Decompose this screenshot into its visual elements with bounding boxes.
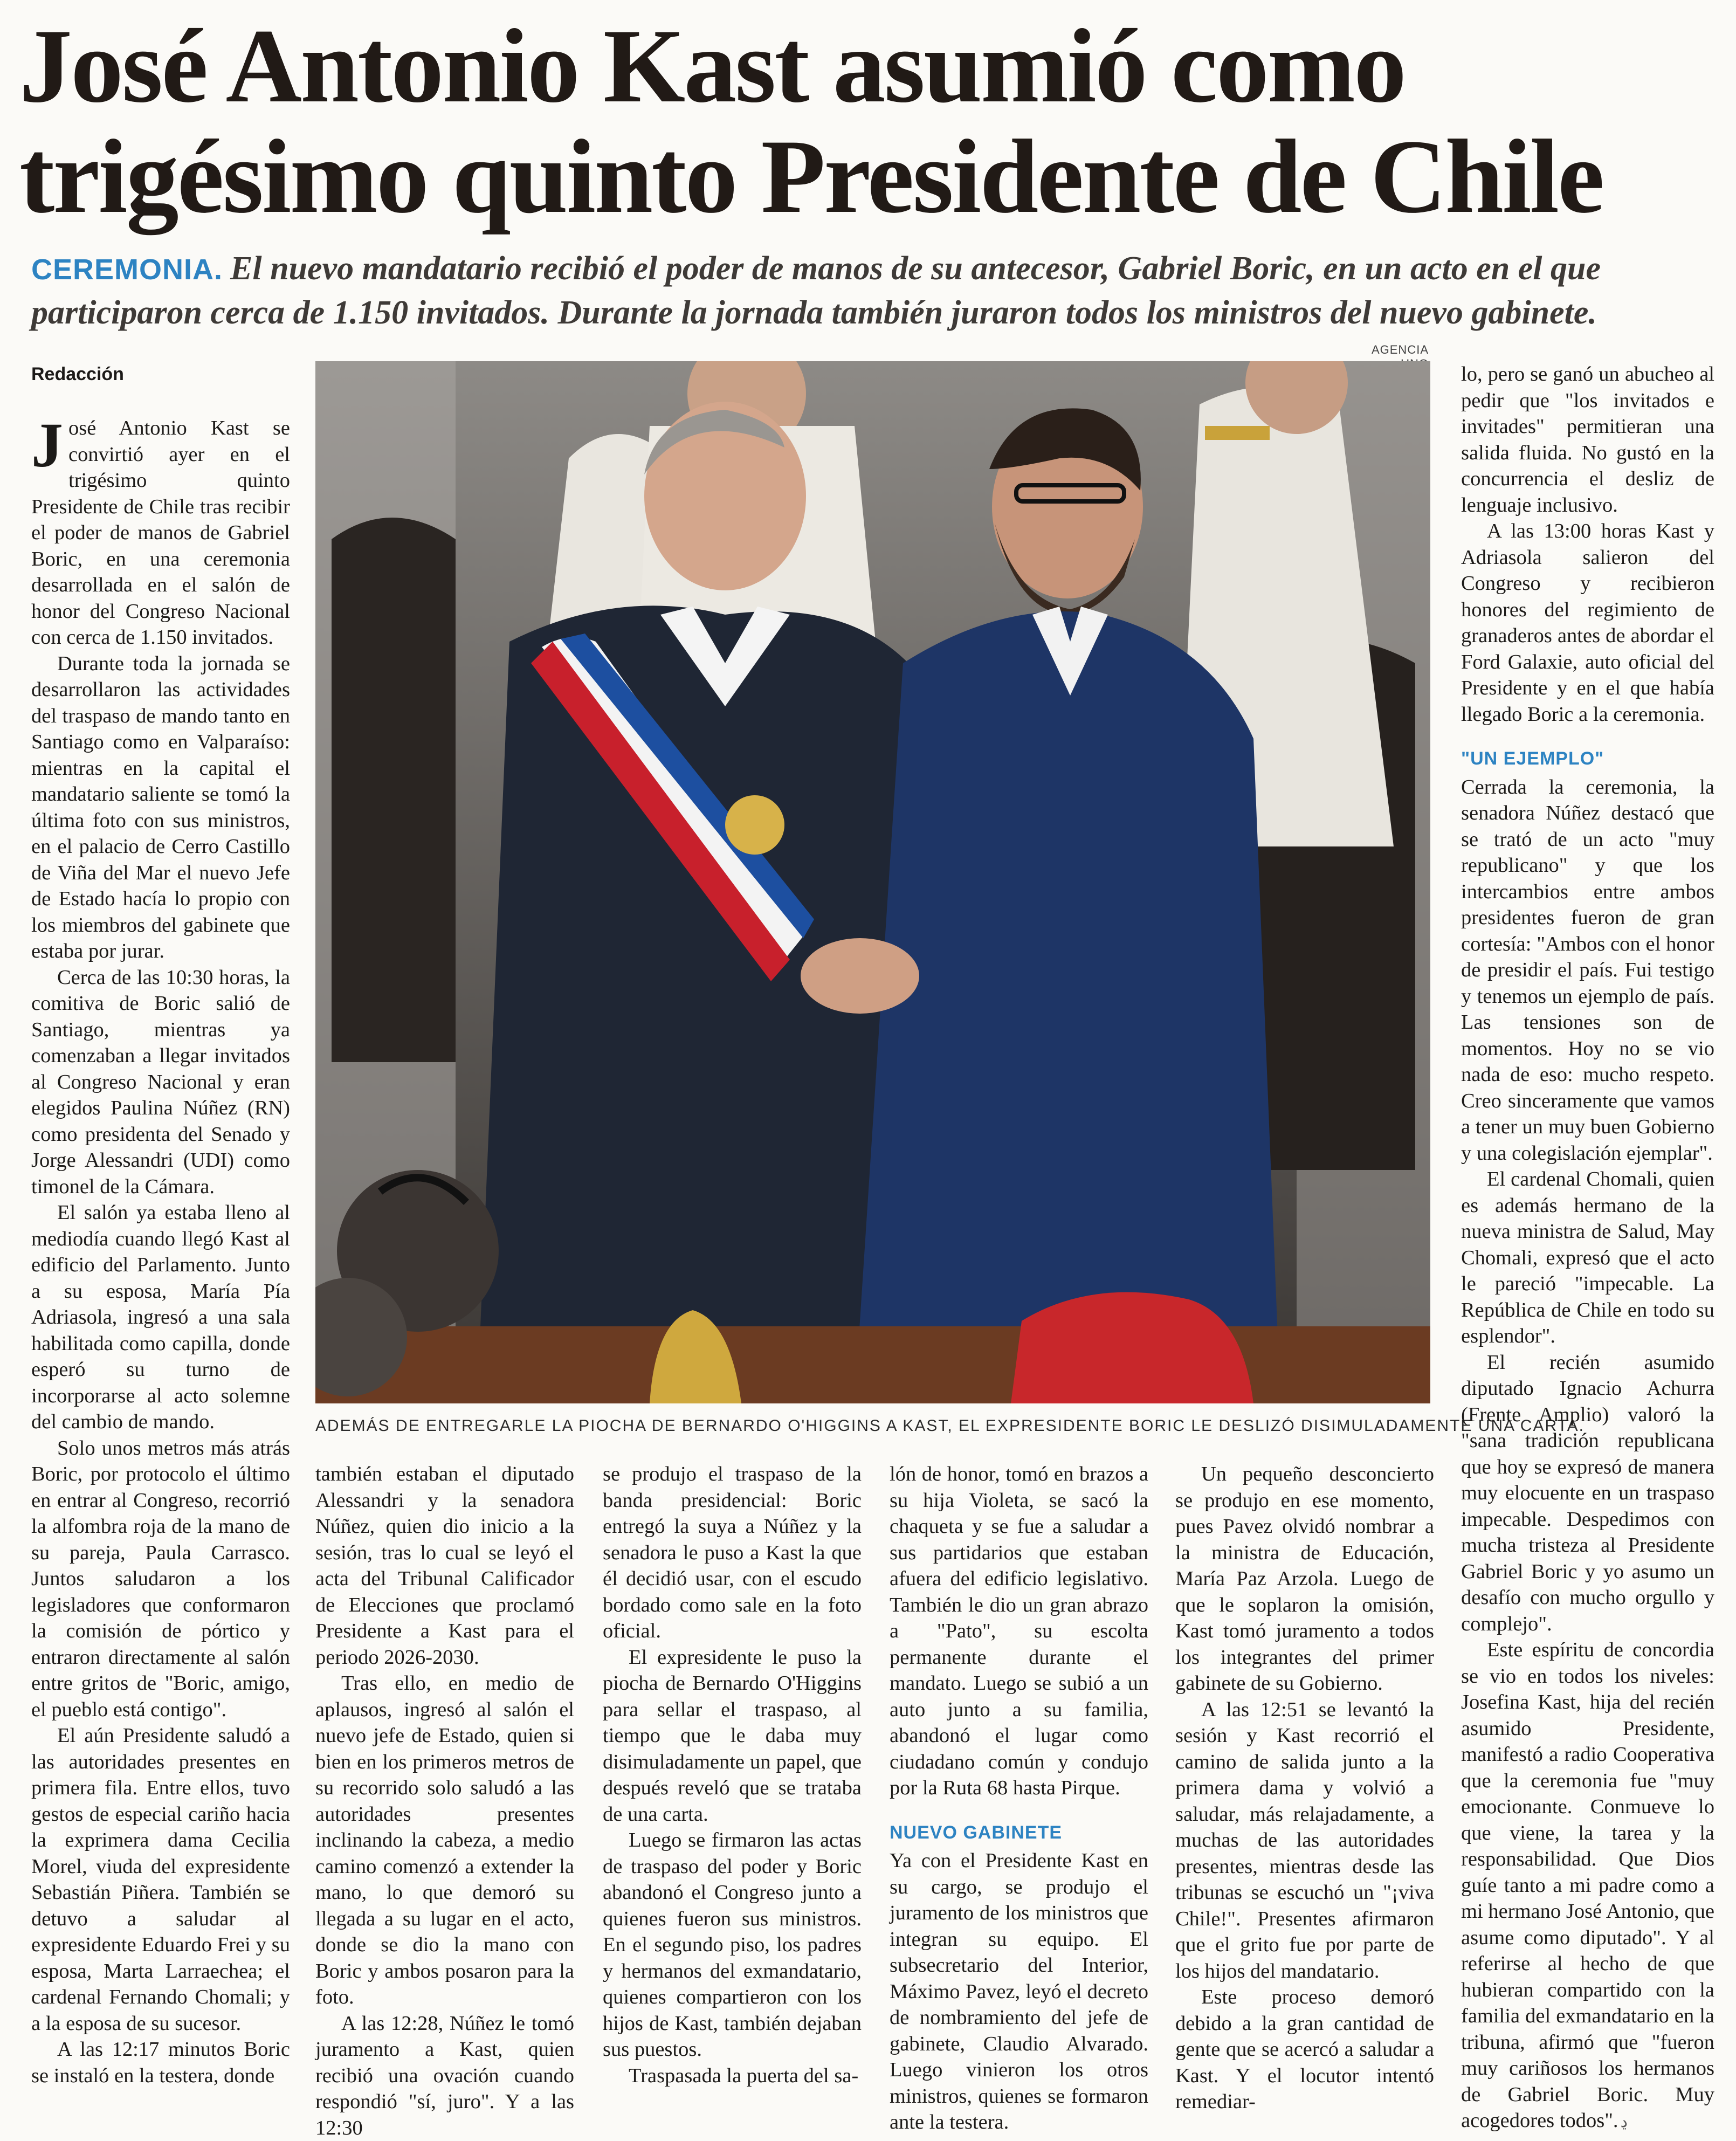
section-heading: "UN EJEMPLO": [1461, 746, 1714, 772]
article-column-4: [890, 1461, 1148, 2136]
paragraph: Ya con el Presidente Kast en su cargo, se produjo el juramento de los ministros que integran su equipo. El subsecretario del Interior, Máximo Pavez, leyó el decreto de nombramiento del jefe de gabinete, Claudio Alvarado. Luego vinieron los otros ministros, quienes se formaron ante la testera.: [890, 1848, 1148, 2136]
paragraph: El expresidente le puso la piocha de Bernardo O'Higgins para sellar el traspaso, al tiempo que le daba muy disimuladamente un papel, que después reveló que se trataba de una carta.: [603, 1644, 862, 1828]
photo-credit: AGENCIA: [1348, 343, 1429, 371]
photo-caption: ADEMÁS DE ENTREGARLE LA PIOCHA DE BERNARDO O'HIGGINS A KAST, EL EXPRESIDENTE BORIC LE DESLIZÓ DISIMULADAMENTE UNA CARTA.: [315, 1417, 1430, 1435]
paragraph-text: osé Antonio Kast se convirtió ayer en el trigésimo quinto Presidente de Chile tras recibir el poder de manos de Gabriel Boric, en una ceremonia desarrollada en el salón de honor del Congreso Nacional con cerca de 1.150 invitados.: [31, 417, 290, 649]
paragraph: también estaban el diputado Alessandri y la senadora Núñez, quien dio inicio a la sesión, tras lo cual se leyó el acta del Tribunal Calificador de Elecciones que proclamó Presidente a Kast para el periodo 2026-2030.: [315, 1461, 574, 1670]
headline: José Antonio Kast asumió como trigésimo quinto Presidente de Chile: [19, 11, 1723, 232]
paragraph: Tras ello, en medio de aplausos, ingresó al salón el nuevo jefe de Estado, quien si bien en los primeros metros de su recorrido solo saludó a las autoridades presentes inclinando la cabeza, a medio camino comenzó a extender la mano, lo que demoró su llegada a su lugar en el acto, donde se dio la mano con Boric y ambos posaron para la foto.: [315, 1670, 574, 2011]
dek: [31, 247, 1713, 334]
paragraph: Luego se firmaron las actas de traspaso del poder y Boric abandonó el Congreso junto a quienes fueron sus ministros. En el segundo piso, los padres y hermanos del exmandatario, quienes compartieron con los hijos de Kast, también dejaban sus puestos.: [603, 1827, 862, 2063]
paragraph: se produjo el traspaso de la banda presidencial: Boric entregó la suya a Núñez y la senadora le puso a Kast la que él decidió usar, con el escudo bordado como sale en la foto oficial.: [603, 1461, 862, 1644]
dek-text: El nuevo mandatario recibió el poder de manos de su antecesor, Gabriel Boric, en un acto en el que participaron cerca de 1.150 invitados. Durante la jornada también juraron todos los ministros del nuevo gabinete.: [31, 250, 1601, 331]
article-column-1: [31, 415, 290, 2089]
paragraph: A las 12:17 minutos Boric se instaló en la testera, donde: [31, 2036, 290, 2089]
paragraph: A las 13:00 horas Kast y Adriasola salieron del Congreso y recibieron honores del regimiento de granaderos antes de abordar el Ford Galaxie, auto oficial del Presidente y en el que había llegado Boric a la ceremonia.: [1461, 518, 1714, 727]
paragraph: Este proceso demoró debido a la gran cantidad de gente que se acercó a saludar a Kast. Y el locutor intentó remediar-: [1175, 1984, 1434, 2115]
end-mark-icon: ﮂ: [1621, 2112, 1628, 2131]
article-column-2: [315, 1461, 574, 2141]
article-photo: [315, 361, 1430, 1403]
paragraph: Solo unos metros más atrás Boric, por protocolo el último en entrar al Congreso, recorrió la alfombra roja de la mano de su pareja, Paula Carrasco. Juntos saludaron a los legisladores que conformaron la comisión de pórtico y entraron directamente al salón entre gritos de "Boric, amigo, el pueblo está contigo".: [31, 1435, 290, 1723]
article-column-5: [1175, 1461, 1434, 2115]
section-heading: NUEVO GABINETE: [890, 1820, 1148, 1846]
paragraph: El salón ya estaba lleno al mediodía cuando llegó Kast al edificio del Parlamento. Junto a su esposa, María Pía Adriasola, ingresó a una sala habilitada como capilla, donde esperó su turno de incorporarse al acto solemne del cambio de mando.: [31, 1200, 290, 1435]
paragraph: El cardenal Chomali, quien es además hermano de la nueva ministra de Salud, May Chomali, expresó que el acto le pareció "impecable. La República de Chile en todo su esplendor".: [1461, 1166, 1714, 1350]
paragraph: Traspasada la puerta del sa-: [603, 2063, 862, 2089]
paragraph: [31, 415, 290, 651]
paragraph: lo, pero se ganó un abucheo al pedir que "los invitados e invitades" permitieran una salida fluida. No gustó en la concurrencia el desliz de lenguaje inclusivo.: [1461, 361, 1714, 518]
paragraph: El aún Presidente saludó a las autoridades presentes en primera fila. Entre ellos, tuvo gestos de especial cariño hacia la exprimera dama Cecilia Morel, viuda del expresidente Sebastián Piñera. También se detuvo a saludar al expresidente Eduardo Frei y su esposa, Marta Larraechea; el cardenal Fernando Chomali; y a la esposa de su sucesor.: [31, 1723, 290, 2036]
paragraph-text: Este espíritu de concordia se vio en todos los niveles: Josefina Kast, hija del recién asumido Presidente, manifestó a radio Cooperativa que la ceremonia fue "muy emocionante. Conmueve lo que viene, la tarea y la responsabilidad. Que Dios guíe tanto a mi padre como a mi hermano José Antonio, que asume como diputado". Y al referirse al hecho de que hubieran compartido con la familia del exmandatario en la tribuna, afirmó que "fueron muy cariñosos los hermanos de Gabriel Boric. Muy acogedores todos".: [1461, 1639, 1714, 2132]
drop-cap: J: [31, 418, 63, 472]
byline: Redacción: [31, 364, 285, 385]
paragraph: Durante toda la jornada se desarrollaron las actividades del traspaso de mando tanto en Santiago como en Valparaíso: mientras en la capital el mandatario saliente se tomó la última foto con sus ministros, en el palacio de Cerro Castillo de Viña del Mar el nuevo Jefe de Estado hacía lo propio con los miembros del gabinete que estaba por jurar.: [31, 651, 290, 965]
paragraph: A las 12:28, Núñez le tomó juramento a Kast, quien recibió una ovación cuando respondió "sí, juro". Y a las 12:30: [315, 2011, 574, 2141]
paragraph: El recién asumido diputado Ignacio Achurra (Frente Amplio) valoró la "sana tradición republicana que hoy se expresó de manera muy elocuente en un traspaso impecable. Despedimos con mucha tristeza al Presidente Gabriel Boric y yo asumo un desafío con mucho orgullo y complejo".: [1461, 1350, 1714, 1637]
dek-kicker: CEREMONIA.: [31, 253, 223, 286]
paragraph: Cerca de las 10:30 horas, la comitiva de Boric salió de Santiago, mientras ya comenzaban a llegar invitados al Congreso Nacional y eran elegidos Paulina Núñez (RN) como presidenta del Senado y Jorge Alessandri (UDI) como timonel de la Cámara.: [31, 965, 290, 1200]
paragraph: lón de honor, tomó en brazos a su hija Violeta, se sacó la chaqueta y se fue a saludar a sus partidarios que estaban afuera del edificio legislativo. También le dio un gran abrazo a "Pato", su escolta permanente durante el mandato. Luego se subió a un auto junto a su familia, abandonó el lugar como ciudadano común y condujo por la Ruta 68 hasta Pirque.: [890, 1461, 1148, 1801]
paragraph: Cerrada la ceremonia, la senadora Núñez destacó que se trató de un acto "muy republicano" y que los intercambios entre ambos presidentes fueron de gran cortesía: "Ambos con el honor de presidir el país. Fui testigo y tenemos un ejemplo de país. Las tensiones son de momentos. Hoy no se vio nada de eso: mucho respeto. Creo sinceramente que vamos a tener un muy buen Gobierno y una colegislación ejemplar".: [1461, 774, 1714, 1167]
paragraph: Un pequeño desconcierto se produjo en ese momento, pues Pavez olvidó nombrar a la ministra de Educación, María Paz Arzola. Luego de que le soplaron la omisión, Kast tomó juramento a todos los integrantes del primer gabinete de su Gobierno.: [1175, 1461, 1434, 1697]
paragraph: A las 12:51 se levantó la sesión y Kast recorrió el camino de salida junto a la primera dama y volvió a saludar, más relajadamente, a muchas de las autoridades presentes, mientras desde las tribunas se escuchó un "¡viva Chile!". Presentes afirmaron que el grito fue por parte de los hijos del mandatario.: [1175, 1697, 1434, 1985]
paragraph: [1461, 1637, 1714, 2136]
article-column-3: [603, 1461, 862, 2089]
article-column-6: [1461, 361, 1714, 2136]
